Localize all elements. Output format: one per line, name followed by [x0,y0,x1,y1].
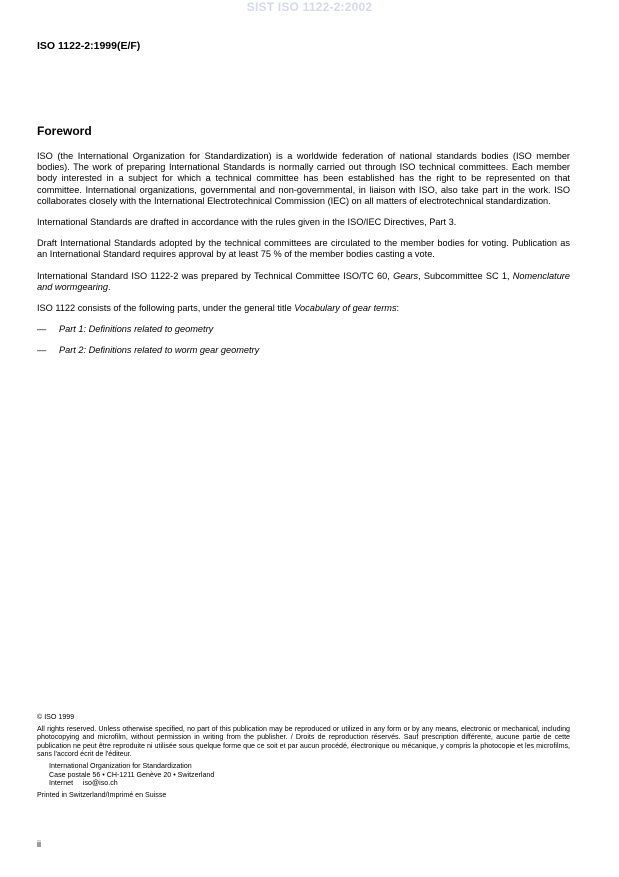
internet-address: Internet iso@iso.ch [49,779,118,788]
rights-notice: All rights reserved. Unless otherwise specified, no part of this publication may be reproduced or utilized in any form or by any means, electronic or mechanical, including photocopying and microfilm, without permission in writing from the publisher. / Droits de reproduction réservés. Sauf prescription différente, aucune partie de cette publication ne peut être reproduite ni utilisée sous quelque forme que ce soit et par aucun procédé, électronique ou mécanique, y compris la photocopie et les microfilms, sans l'accord écrit de l'éditeur. [37,724,570,759]
copyright-block [37,713,570,799]
copyright-line: © ISO 1999 [37,713,75,721]
page-number: ii [37,839,41,849]
printed-in: Printed in Switzerland/Imprimé en Suisse [37,790,167,799]
paragraph-prepared-by [37,271,570,293]
list-item [37,324,570,335]
prepared-by-text: International Standard ISO 1122-2 was prepared by Technical Committee ISO/TC 60, [37,270,394,281]
foreword-body [37,151,570,367]
paragraph-voting: Draft International Standards adopted by the technical committees are circulated to the member bodies for voting. Publication as an International Standard requires approval by at least 75 % of the member bodies casting a vote. [37,238,570,260]
watermark: SIST ISO 1122-2:2002 [246,0,373,14]
paragraph-parts-intro [37,303,570,314]
postal-address: Case postale 56 • CH-1211 Genève 20 • Switzerland [49,770,215,779]
paragraph-iso-description: ISO (the International Organization for Standardization) is a worldwide federation of national standards bodies (ISO member bodies). The work of preparing International Standards is normally carried out through ISO technical committees. Each member body interested in a subject for which a technical committee has been established has the right to be represented on that committee. International organizations, governmental and non-governmental, in liaison with ISO, also take part in the work. ISO collaborates closely with the International Electrotechnical Commission (IEC) on all matters of electrotechnical standardization. [37,151,570,206]
prepared-by-end: . [108,281,111,292]
parts-intro-end: : [396,303,400,314]
general-title: Vocabulary of gear terms [294,303,397,314]
part-2-title: Part 2: Definitions related to worm gear geometry [59,345,260,356]
foreword-heading: Foreword [37,124,92,138]
part-1-title: Part 1: Definitions related to geometry [59,324,214,335]
parts-intro-text: ISO 1122 consists of the following parts, under the general title [37,303,295,314]
paragraph-directives: International Standards are drafted in accordance with the rules given in the ISO/IEC Directives, Part 3. [37,217,457,228]
publisher-address [37,762,570,788]
subcommittee-text: , Subcommittee SC 1, [418,270,513,281]
organization-name: International Organization for Standardization [49,761,192,770]
list-item [37,345,570,356]
list-dash: — [37,324,47,335]
list-dash: — [37,345,47,356]
committee-name: Gears [393,270,419,281]
document-id: ISO 1122-2:1999(E/F) [37,40,141,52]
subcommittee-name: Nomenclature and wormgearing [37,270,570,292]
